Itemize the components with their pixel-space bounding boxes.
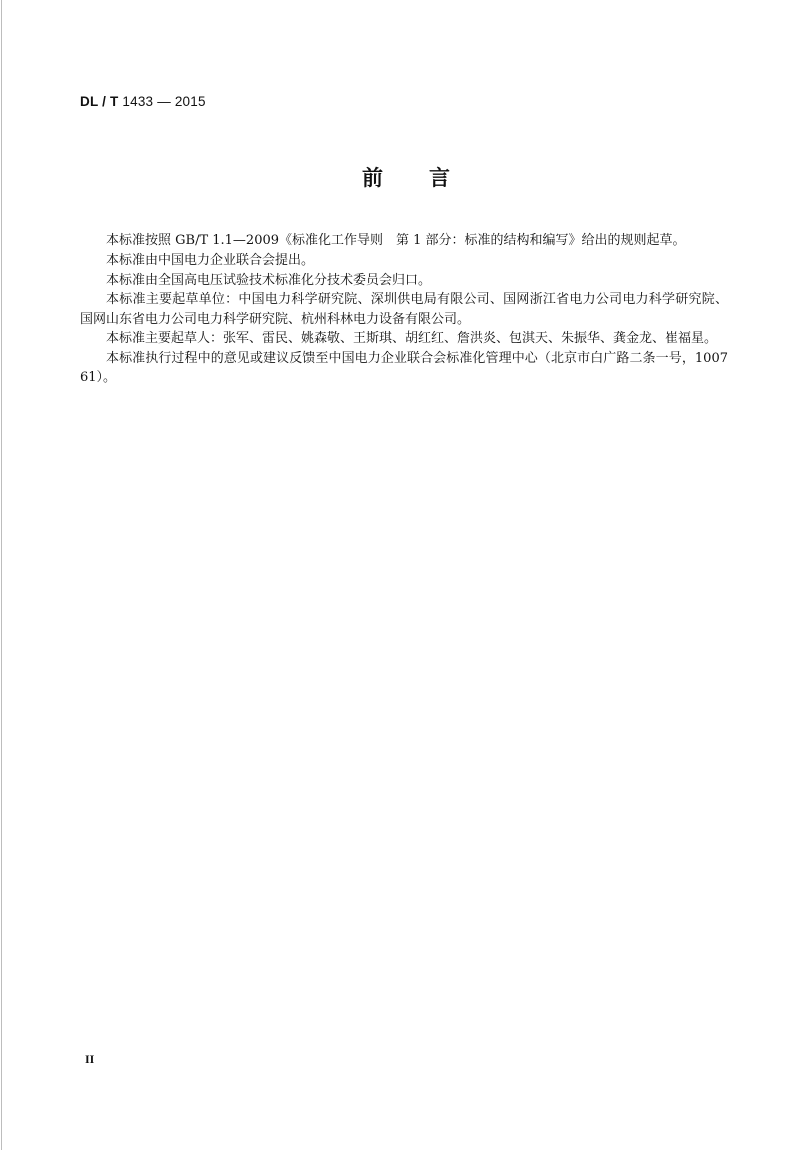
standard-code (80, 94, 206, 109)
page-number: II (85, 1052, 95, 1066)
standard-code-number: 1433 — 2015 (122, 94, 206, 109)
page-title (0, 162, 812, 192)
page-title-char-2: 言 (429, 166, 450, 190)
page-title-char-1: 前 (362, 166, 383, 190)
paragraph-feedback: 本标准执行过程中的意见或建议反馈至中国电力企业联合会标准化管理中心（北京市白广路二条一号，100761）。 (80, 351, 728, 386)
paragraph-drafters: 本标准主要起草人：张军、雷民、姚森敬、王斯琪、胡红红、詹洪炎、包淇天、朱振华、龚金龙、崔福星。 (106, 331, 718, 347)
standard-code-prefix: DL / T (80, 94, 119, 109)
paragraph-proposer: 本标准由中国电力企业联合会提出。 (106, 252, 315, 268)
paragraph-committee: 本标准由全国高电压试验技术标准化分技术委员会归口。 (106, 272, 432, 288)
paragraph-drafting-rules: 本标准按照 GB/T 1.1—2009《标准化工作导则 第 1 部分：标准的结构和编写》给出的规则起草。 (106, 233, 686, 248)
paragraph-drafting-units: 本标准主要起草单位：中国电力科学研究院、深圳供电局有限公司、国网浙江省电力公司电力科学研究院、国网山东省电力公司电力科学研究院、杭州科林电力设备有限公司。 (80, 292, 728, 327)
foreword-body (80, 231, 728, 388)
